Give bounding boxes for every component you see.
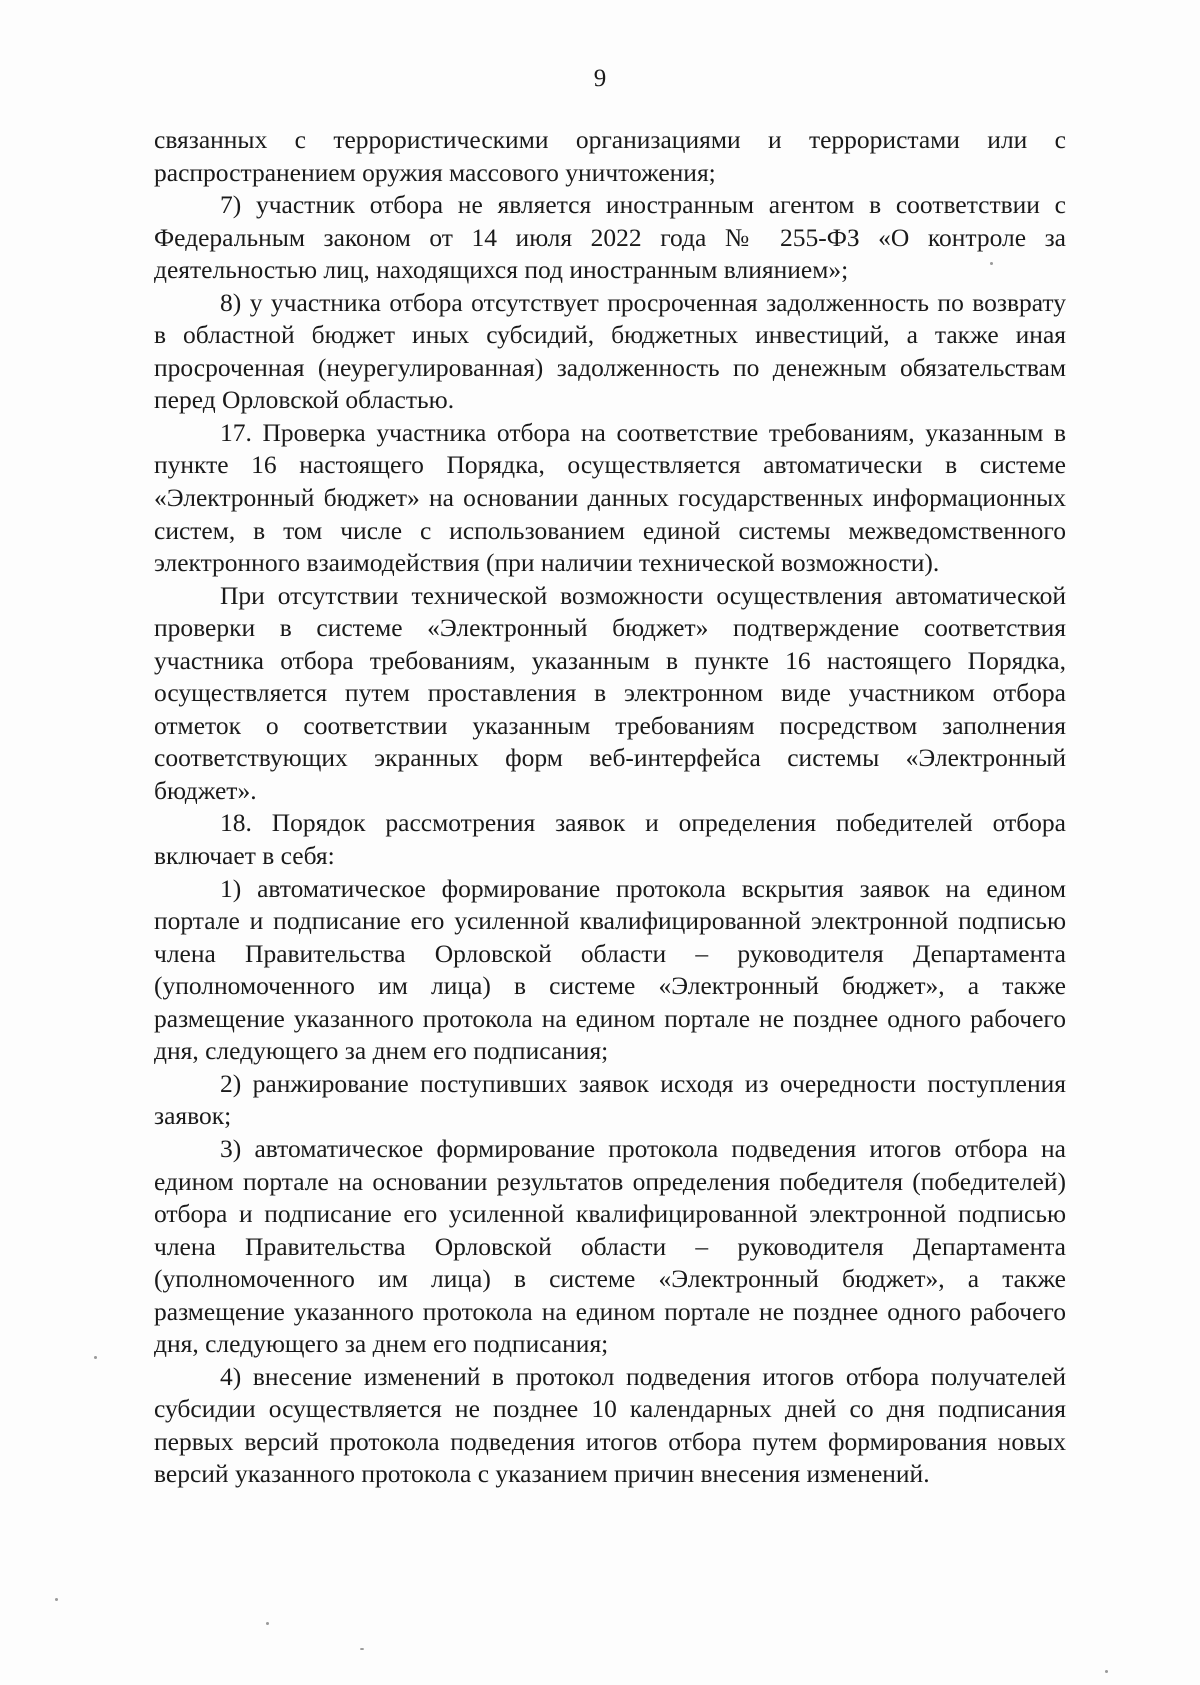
scan-speck bbox=[55, 1598, 58, 1601]
paragraph-1: связанных с террористическими организациями и террористами или с распространением оружия массового уничтожения; bbox=[154, 125, 1066, 187]
scan-speck bbox=[94, 1356, 97, 1359]
page-number: 9 bbox=[593, 65, 607, 92]
scan-speck bbox=[1105, 1670, 1108, 1673]
paragraph-4: 17. Проверка участника отбора на соответствие требованиям, указанным в пункте 16 настоящего Порядка, осуществляется автоматически в системе «Электронный бюджет» на основании данных государственных информационных систем, в том числе с использованием единой системы межведомственного электронного взаимодействия (при наличии технической возможности). bbox=[154, 417, 1066, 578]
paragraph-8: 2) ранжирование поступивших заявок исходя из очередности поступления заявок; bbox=[154, 1068, 1066, 1131]
paragraph-10: 4) внесение изменений в протокол подведения итогов отбора получателей субсидии осуществляется не позднее 10 календарных дней со дня подписания первых версий протокола подведения итогов отбора путем формирования новых версий указанного протокола с указанием причин внесения изменений. bbox=[154, 1361, 1066, 1489]
paragraph-6: 18. Порядок рассмотрения заявок и определения победителей отбора включает в себя: bbox=[154, 808, 1066, 871]
paragraph-2: 7) участник отбора не является иностранным агентом в соответствии с Федеральным законом от 14 июля 2022 года № 255-ФЗ «О контроле за деятельностью лиц, находящихся под иностранным влиянием»; bbox=[154, 190, 1066, 285]
paragraph-7: 1) автоматическое формирование протокола вскрытия заявок на едином портале и подписание его усиленной квалифицированной электронной подписью члена Правительства Орловской области – руководителя Департамента (уполномоченного им лица) в системе «Электронный бюджет», а также размещение указанного протокола на едином портале не позднее одного рабочего дня, следующего за днем его подписания; bbox=[154, 873, 1066, 1066]
scan-speck bbox=[266, 1622, 269, 1625]
document-body bbox=[154, 124, 1066, 1491]
scan-speck bbox=[990, 262, 993, 265]
paragraph-3: 8) у участника отбора отсутствует просроченная задолженность по возврату в областной бюджет иных субсидий, бюджетных инвестиций, а также иная просроченная (неурегулированная) задолженность по денежным обязательствам перед Орловской областью. bbox=[154, 287, 1066, 415]
paragraph-9: 3) автоматическое формирование протокола подведения итогов отбора на едином портале на основании результатов определения победителя (победителей) отбора и подписание его усиленной квалифицированной электронной подписью члена Правительства Орловской области – руководителя Департамента (уполномоченного им лица) в системе «Электронный бюджет», а также размещение указанного протокола на едином портале не позднее одного рабочего дня, следующего за днем его подписания; bbox=[154, 1133, 1066, 1359]
scan-speck bbox=[360, 1648, 364, 1650]
paragraph-5: При отсутствии технической возможности осуществления автоматической проверки в системе «Электронный бюджет» подтверждение соответствия участника отбора требованиям, указанным в пункте 16 настоящего Порядка, осуществляется путем проставления в электронном виде участником отбора отметок о соответствии указанным требованиям посредством заполнения соответствующих экранных форм веб-интерфейса системы «Электронный бюджет». bbox=[154, 580, 1066, 805]
